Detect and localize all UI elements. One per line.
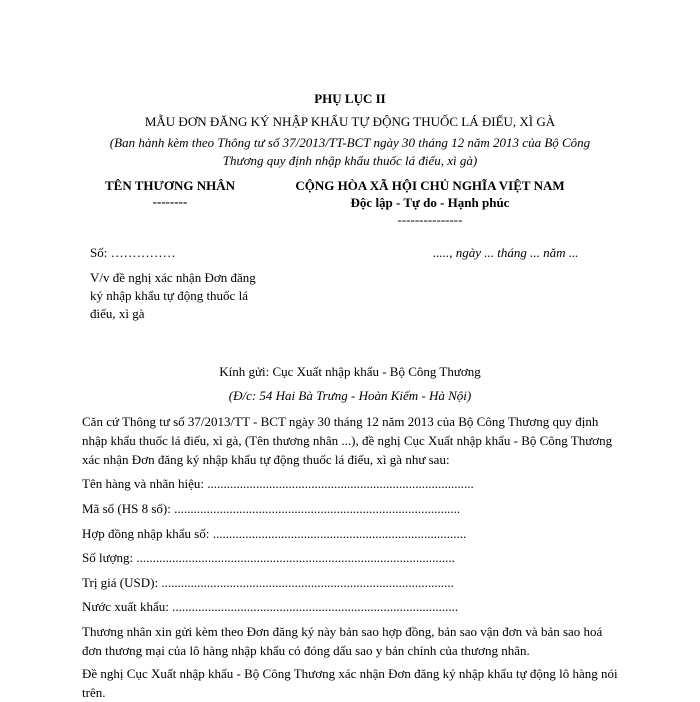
field-quantity: Số lượng: .................................................................................................. (82, 550, 455, 565)
document-number: Số: …………… (90, 245, 176, 260)
field-export-country: Nước xuất khẩu: ........................................................................................ (82, 599, 459, 614)
motto-dashes: --------------- (397, 212, 463, 227)
field-hs-code: Mã số (HS 8 số): ........................................................................................ (82, 501, 461, 516)
subject-line-3: điếu, xì gà (90, 306, 145, 321)
issued-line-1: (Ban hành kèm theo Thông tư số 37/2013/TT-BCT ngày 30 tháng 12 năm 2013 của Bộ Công (109, 135, 591, 150)
trader-name-heading: TÊN THƯƠNG NHÂN (104, 178, 235, 193)
subject-line-2: ký nhập khẩu tự động thuốc lá (90, 288, 248, 303)
national-motto: Độc lập - Tự do - Hạnh phúc (350, 195, 510, 210)
date-line: ....., ngày ... tháng ... năm ... (433, 245, 579, 260)
appendix-heading: PHỤ LỤC II (314, 91, 386, 106)
field-contract-number: Hợp đồng nhập khẩu số: .............................................................................. (82, 526, 467, 541)
recipient-line: Kính gửi: Cục Xuất nhập khẩu - Bộ Công Thương (219, 364, 481, 379)
issued-line-2: Thương quy định nhập khẩu thuốc lá điếu, xì gà) (222, 153, 478, 168)
subject-line-1: V/v đề nghị xác nhận Đơn đăng (90, 270, 256, 285)
intro-paragraph: Căn cứ Thông tư số 37/2013/TT - BCT ngày 30 tháng 12 năm 2013 của Bộ Công Thương quy định nhập khẩu thuốc lá điếu, xì gà, (Tên thương nhân ...), đề nghị Cục Xuất nhập khẩu - Bộ Công Thương xác nhận Đơn đăng ký nhập khẩu tự động thuốc lá điếu, xì gà như sau: (82, 414, 613, 467)
request-paragraph: Đề nghị Cục Xuất nhập khẩu - Bộ Công Thương xác nhận Đơn đăng ký nhập khẩu tự động lô hàng nói trên. (82, 666, 618, 700)
trader-dashes: -------- (152, 194, 188, 209)
country-name: CỘNG HÒA XÃ HỘI CHỦ NGHĨA VIỆT NAM (295, 178, 565, 193)
form-title: MẪU ĐƠN ĐĂNG KÝ NHẬP KHẨU TỰ ĐỘNG THUỐC LÁ ĐIẾU, XÌ GÀ (144, 114, 556, 129)
field-goods-name: Tên hàng và nhãn hiệu: .................................................................................. (82, 476, 474, 491)
recipient-address: (Đ/c: 54 Hai Bà Trưng - Hoàn Kiếm - Hà Nội) (228, 388, 472, 403)
field-value-usd: Trị giá (USD): .......................................................................................... (82, 575, 454, 590)
attachment-paragraph: Thương nhân xin gửi kèm theo Đơn đăng ký này bản sao hợp đồng, bản sao vận đơn và bản sao hoá đơn thương mại của lô hàng nhập khẩu có đóng dấu sao y bản chính của thương nhân. (82, 624, 603, 658)
